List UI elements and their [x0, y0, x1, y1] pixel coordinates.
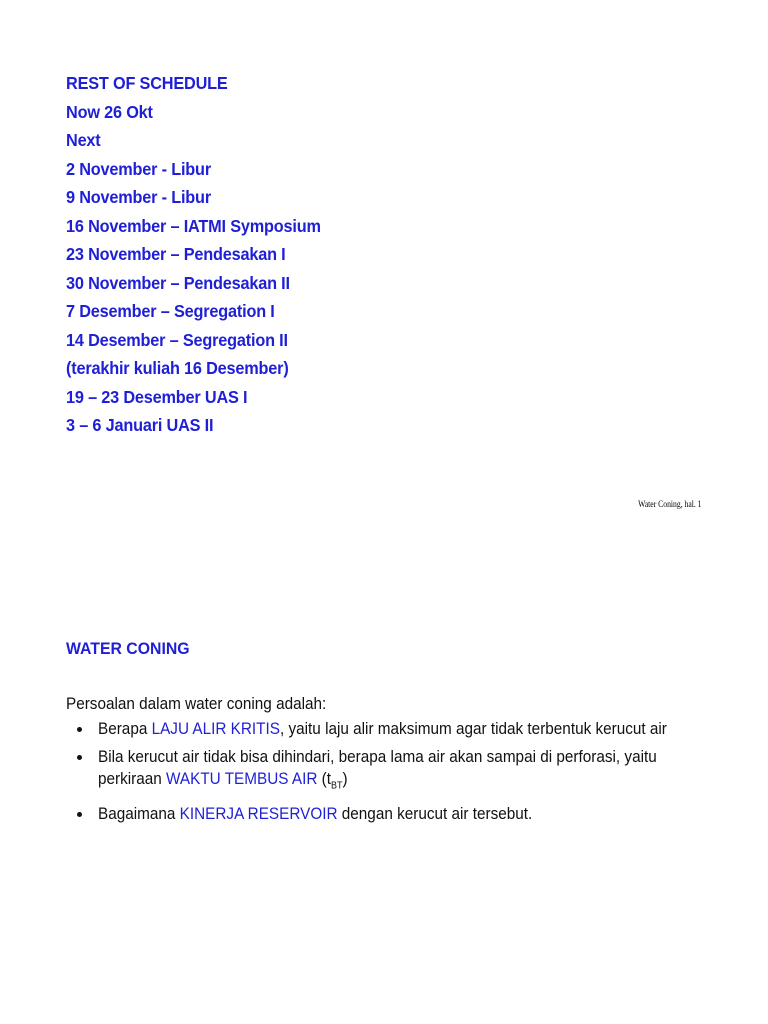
schedule-line: 3 – 6 Januari UAS II	[66, 415, 214, 435]
subscript-text: BT	[330, 780, 343, 792]
intro-text: Persoalan dalam water coning adalah:	[66, 694, 327, 713]
highlight-term: LAJU ALIR KRITIS	[151, 719, 280, 738]
schedule-line: 9 November - Libur	[66, 187, 211, 207]
schedule-line: 2 November - Libur	[66, 158, 211, 179]
list-item	[66, 718, 716, 740]
list-item-text	[98, 718, 692, 740]
highlight-term: KINERJA RESERVOIR	[179, 804, 338, 824]
schedule-line: 7 Desember – Segregation I	[66, 301, 275, 321]
page-footer-label: Water Coning, hal. 1	[638, 499, 702, 509]
bullet-text-part: (t	[317, 769, 331, 788]
schedule-line: Now 26 Okt	[66, 101, 153, 122]
bullet-icon	[77, 755, 82, 760]
schedule-line: 14 Desember – Segregation II	[66, 329, 288, 350]
schedule-line: 30 November – Pendesakan II	[66, 272, 290, 293]
section-title: WATER CONING	[66, 639, 190, 658]
list-item-text	[98, 746, 692, 797]
bullet-list	[66, 718, 716, 825]
bullet-text-part: Bila kerucut air tidak bisa dihindari, berapa lama air akan sampai di perforasi, yaitu perkiraan	[98, 747, 657, 788]
bullet-text-part: Berapa	[98, 719, 152, 738]
schedule-line: 23 November – Pendesakan I	[66, 244, 286, 264]
water-coning-section	[66, 637, 716, 831]
bullet-text-part: dengan kerucut air tersebut.	[337, 804, 533, 824]
schedule-line: Next	[66, 130, 101, 150]
bullet-icon	[77, 812, 82, 817]
schedule-line: (terakhir kuliah 16 Desember)	[66, 358, 289, 378]
highlight-term: WAKTU TEMBUS AIR	[166, 769, 318, 788]
list-item	[66, 803, 716, 825]
schedule-line: 16 November – IATMI Symposium	[66, 215, 321, 236]
bullet-icon	[77, 727, 82, 732]
bullet-text-part: )	[342, 769, 348, 788]
schedule-line: 19 – 23 Desember UAS I	[66, 386, 248, 407]
bullet-text-part: Bagaimana	[98, 804, 180, 824]
schedule-block	[66, 69, 726, 440]
list-item	[66, 746, 716, 797]
bullet-text-part: , yaitu laju alir maksimum agar tidak terbentuk kerucut air	[279, 719, 667, 738]
list-item-text	[98, 803, 692, 825]
schedule-heading: REST OF SCHEDULE	[66, 73, 228, 93]
